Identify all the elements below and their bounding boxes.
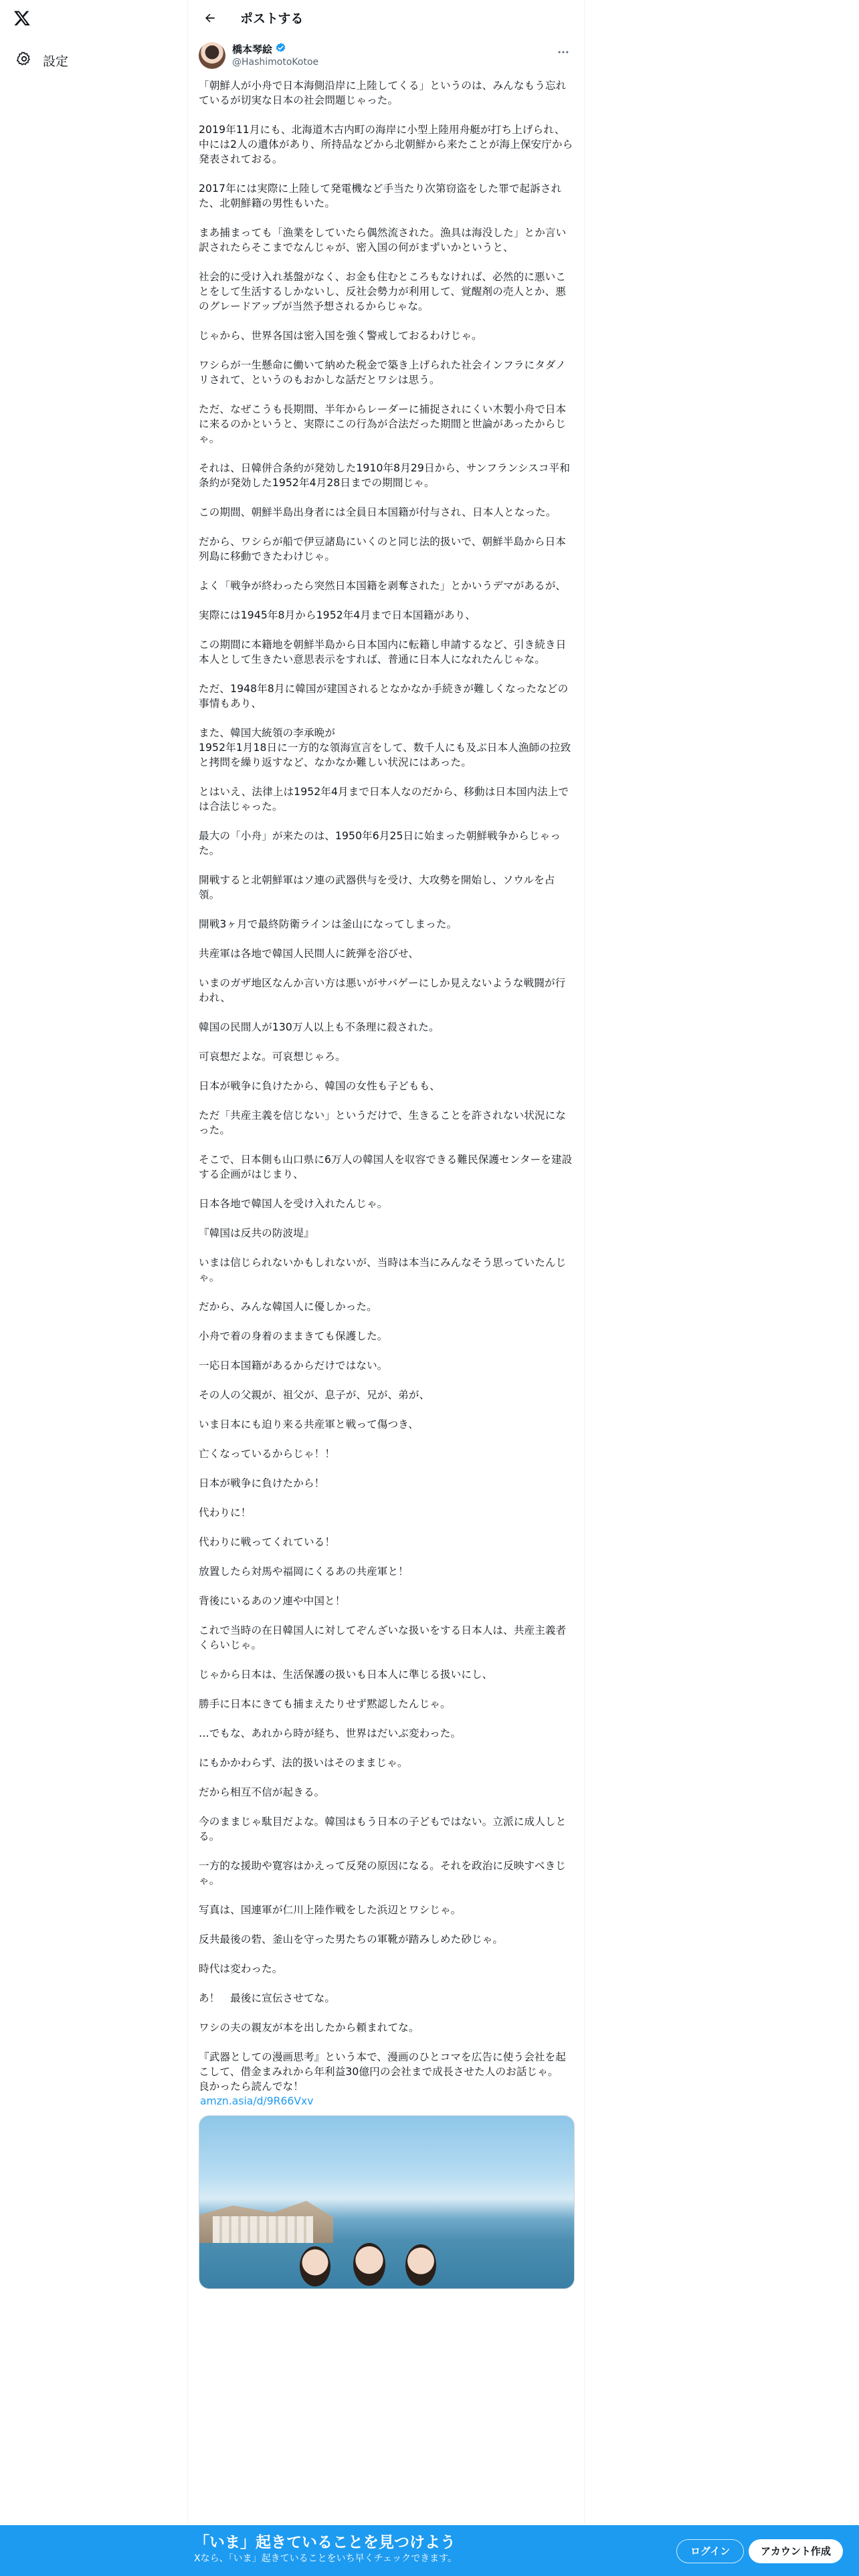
more-options-button[interactable] <box>555 43 572 61</box>
post-paragraph: ただ、なぜこうも長期間、半年からレーダーに捕捉されにくい木製小舟で日本に来るのかというと、実際にこの行為が合法だった期間と世論があったからじゃ。 <box>199 403 567 445</box>
display-name[interactable]: 橋本琴絵 <box>232 43 273 56</box>
display-name-row <box>232 42 318 56</box>
photo-person-2 <box>353 2243 385 2286</box>
main-column <box>187 0 585 2576</box>
verified-badge-icon <box>275 42 286 56</box>
post-paragraph: その人の父親が、祖父が、息子が、兄が、弟が、 <box>199 1389 430 1401</box>
post-paragraph: この期間に本籍地を朝鮮半島から日本国内に転籍し申請するなど、引き続き日本人として生きたい意思表示をすれば、普通に日本人になれたんじゃな。 <box>199 639 567 665</box>
post-paragraph: いまは信じられないかもしれないが、当時は本当にみんなそう思っていたんじゃ。 <box>199 1257 567 1283</box>
post-paragraph: それは、日韓併合条約が発効した1910年8月29日から、サンフランシスコ平和条約が発効した1952年4月28日までの期間じゃ。 <box>199 462 571 489</box>
post-author <box>188 35 584 74</box>
post-paragraph: いま日本にも迫り来る共産軍と戦って傷つき、 <box>199 1418 419 1430</box>
post-link[interactable]: amzn.asia/d/9R66Vxv <box>200 2095 314 2107</box>
post-paragraph: よく「戦争が終わったら突然日本国籍を剥奪された」とかいうデマがあるが、 <box>199 580 567 592</box>
author-handle[interactable]: @HashimotoKotoe <box>232 57 319 68</box>
login-button[interactable]: ログイン <box>676 2539 744 2563</box>
post-paragraph: 「朝鮮人が小舟で日本海側沿岸に上陸してくる」というのは、みんなもう忘れているが切実な日本の社会問題じゃった。 <box>199 80 567 106</box>
post-paragraph: 開戦3ヶ月で最終防衛ラインは釜山になってしまった。 <box>199 918 458 930</box>
post-paragraph: じゃから、世界各国は密入国を強く警戒しておるわけじゃ。 <box>199 330 482 342</box>
post-paragraph: 開戦すると北朝鮮軍はソ連の武器供与を受け、大攻勢を開始し、ソウルを占領。 <box>199 874 555 901</box>
arrow-left-icon <box>203 11 217 25</box>
x-logo-svg <box>13 9 31 27</box>
banner-text <box>194 2533 457 2565</box>
post-paragraph: 亡くなっているからじゃ！！ <box>199 1448 336 1460</box>
post-paragraph: じゃから日本は、生活保護の扱いも日本人に準じる扱いにし、 <box>199 1669 493 1681</box>
page-title: ポストする <box>240 11 304 26</box>
post-text <box>188 74 584 2094</box>
post-paragraph: この期間、朝鮮半島出身者には全員日本国籍が付与され、日本人となった。 <box>199 506 557 518</box>
nav-item-settings[interactable] <box>9 44 75 76</box>
post-paragraph: 代わりに戦ってくれている！ <box>199 1536 336 1548</box>
post-paragraph: 一方的な援助や寛容はかえって反発の原因になる。それを政治に反映すべきじゃ。 <box>199 1860 566 1887</box>
signup-button[interactable]: アカウント作成 <box>749 2539 843 2563</box>
post-paragraph: ただ「共産主義を信じない」というだけで、生きることを許されない状況になった。 <box>199 1109 566 1136</box>
post-paragraph: だから、ワシらが船で伊豆諸島にいくのと同じ法的扱いで、朝鮮半島から日本列島に移動できたわけじゃ。 <box>199 536 566 562</box>
post-paragraph: にもかかわらず、法的扱いはそのままじゃ。 <box>199 1757 408 1769</box>
post-paragraph: …でもな、あれから時が経ち、世界はだいぶ変わった。 <box>199 1727 462 1739</box>
post-paragraph: ただ、1948年8月に韓国が建国されるとなかなか手続きが難しくなったなどの事情もあり、 <box>199 683 569 710</box>
post-paragraph: 代わりに！ <box>199 1507 252 1519</box>
post-paragraph: 日本が戦争に負けたから！ <box>199 1477 325 1489</box>
post-link-wrap <box>188 2094 584 2109</box>
post-paragraph: 一応日本国籍があるからだけではない。 <box>199 1360 388 1372</box>
back-button[interactable] <box>199 7 221 29</box>
page-header <box>188 0 584 35</box>
gear-icon <box>16 51 32 70</box>
author-names <box>232 42 318 74</box>
post-paragraph: 『韓国は反共の防波堤』 <box>199 1227 314 1239</box>
post-paragraph: 放置したら対馬や福岡にくるあの共産軍と！ <box>199 1566 409 1578</box>
post-paragraph: 日本各地で韓国人を受け入れたんじゃ。 <box>199 1198 388 1210</box>
post-paragraph: また、韓国大統領の李承晩が 1952年1月18日に一方的な領海宣言をして、数千人にも及ぶ日本人漁師の拉致と拷問を繰り返すなど、なかなか難しい状況にはあった。 <box>199 727 571 768</box>
post-paragraph: 『武器としての漫画思考』という本で、漫画のひとコマを広告に使う会社を起こして、借金まみれから年利益30億円の会社まで成長させた人のお話じゃ。 良かったら読んでな！ <box>199 2051 566 2092</box>
avatar[interactable] <box>199 42 225 69</box>
more-dots-icon <box>557 45 570 59</box>
banner-title: 「いま」起きていることを見つけよう <box>194 2534 456 2551</box>
post-paragraph: とはいえ、法律上は1952年4月まで日本人なのだから、移動は日本国内法上では合法じゃった。 <box>199 786 569 813</box>
post-paragraph: 背後にいるあのソ連や中国と！ <box>199 1595 346 1607</box>
post-photo[interactable] <box>199 2115 575 2289</box>
post-paragraph: 小舟で着の身着のままきても保護した。 <box>199 1330 388 1342</box>
post-paragraph: 勝手に日本にきても捕まえたりせず黙認したんじゃ。 <box>199 1698 451 1710</box>
post-paragraph: あ！ 最後に宣伝させてな。 <box>199 1992 336 2004</box>
post-paragraph: 反共最後の砦、釜山を守った男たちの軍靴が踏みしめた砂じゃ。 <box>199 1933 504 1945</box>
signup-banner <box>0 2525 859 2576</box>
post-paragraph: 共産軍は各地で韓国人民間人に銃弾を浴びせ、 <box>199 948 419 960</box>
post-paragraph: これで当時の在日韓国人に対してぞんざいな扱いをする日本人は、共産主義者くらいじゃ。 <box>199 1624 567 1651</box>
post-paragraph: 最大の「小舟」が来たのは、1950年6月25日に始まった朝鮮戦争からじゃった。 <box>199 830 561 857</box>
post-paragraph: そこで、日本側も山口県に6万人の韓国人を収容できる難民保護センターを建設する企画がはじまり、 <box>199 1154 573 1180</box>
post-paragraph: 日本が戦争に負けたから、韓国の女性も子どもも、 <box>199 1080 440 1092</box>
photo-town <box>213 2216 313 2243</box>
post-paragraph: ワシらが一生懸命に働いて納めた税金で築き上げられた社会インフラにタダノリされて、というのもおかしな話だとワシは思う。 <box>199 359 566 386</box>
post-paragraph: 韓国の民間人が130万人以上も不条理に殺された。 <box>199 1021 440 1033</box>
post-paragraph: 社会的に受け入れ基盤がなく、お金も住むところもなければ、必然的に悪いことをして生活するしかないし、反社会勢力が利用して、覚醒剤の売人とか、悪のグレードアップが当然予想されるからじゃな。 <box>199 271 566 312</box>
photo-person-3 <box>405 2244 436 2286</box>
post-paragraph: 写真は、国連軍が仁川上陸作戦をした浜辺とワシじゃ。 <box>199 1904 462 1916</box>
x-logo-icon[interactable] <box>12 8 32 28</box>
post-paragraph: だから、みんな韓国人に優しかった。 <box>199 1301 377 1313</box>
post-paragraph: だから相互不信が起きる。 <box>199 1786 325 1798</box>
photo-person-1 <box>300 2246 330 2286</box>
post-paragraph: 今のままじゃ駄目だよな。韓国はもう日本の子どもではない。立派に成人しとる。 <box>199 1816 567 1842</box>
post-paragraph: 2017年には実際に上陸して発電機など手当たり次第窃盗をした罪で起訴された、北朝鮮籍の男性もいた。 <box>199 183 562 209</box>
post-paragraph: 時代は変わった。 <box>199 1963 283 1975</box>
post-paragraph: 可哀想だよな。可哀想じゃろ。 <box>199 1051 346 1063</box>
post-paragraph: 2019年11月にも、北海道木古内町の海岸に小型上陸用舟艇が打ち上げられ、中には2人の遺体があり、所持品などから北朝鮮から来たことが海上保安庁から発表されておる。 <box>199 124 573 165</box>
left-navigation <box>0 0 187 2576</box>
post-paragraph: 実際には1945年8月から1952年4月まで日本国籍があり、 <box>199 609 476 621</box>
nav-item-settings-label: 設定 <box>43 53 69 69</box>
post-paragraph: いまのガザ地区なんか言い方は悪いがサバゲーにしか見えないような戦闘が行われ、 <box>199 977 566 1004</box>
banner-subtitle: Xなら、「いま」起きていることをいち早くチェックできます。 <box>194 2553 458 2564</box>
post-paragraph: ワシの夫の親友が本を出したから頼まれてな。 <box>199 2022 419 2034</box>
post-paragraph: まあ捕まっても「漁業をしていたら偶然流された。漁具は海没した」とか言い訳されたらそこまでなんじゃが、密入国の何がまずいかというと、 <box>199 227 567 253</box>
